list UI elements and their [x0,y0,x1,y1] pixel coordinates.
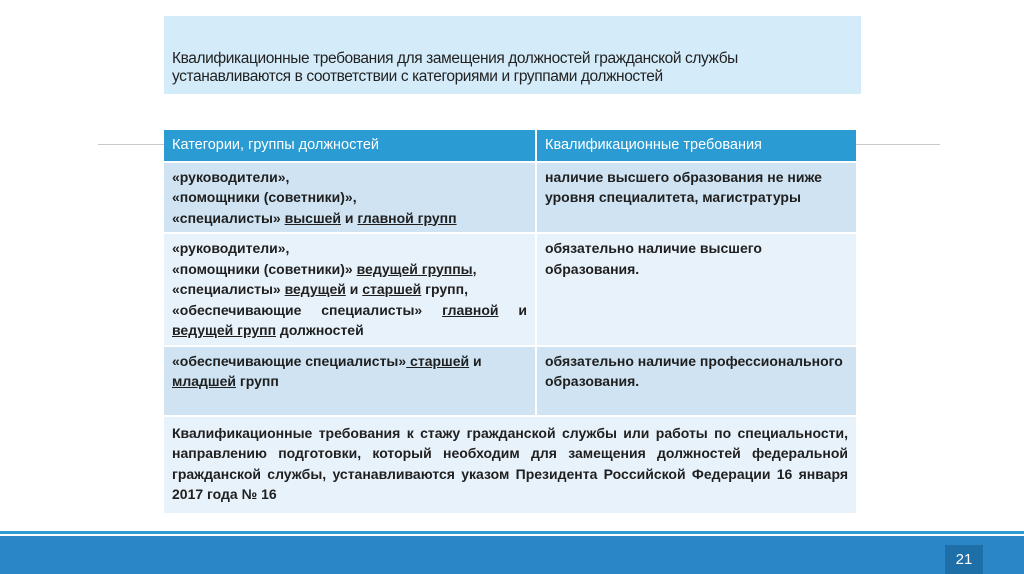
row1-categories [164,162,536,234]
slide-title-box [164,16,861,94]
underlined-text: высшей [284,209,342,226]
footer-accent-line [0,531,1024,534]
table-row [164,162,856,234]
table-row [164,416,856,513]
underlined-text: главной групп [357,209,457,226]
underlined-text: главной [442,301,499,318]
row2-cat-line-2 [172,259,527,280]
row3-cat-line-1 [172,351,527,372]
row2-cat-line-3 [172,279,527,300]
divider-right [856,144,940,145]
text-segment: «помощники (советники)» [172,260,357,277]
text-segment: и [341,209,358,226]
text-segment: и [498,301,527,318]
underlined-text: ведущей групп [172,322,277,338]
row3-cat-line-2 [172,371,527,392]
row2-requirement: обязательно наличие высшего образования. [536,233,856,346]
underlined-text: старшей [406,352,470,369]
text-segment: и [345,281,363,297]
underlined-text: ведущей [284,281,346,297]
footer-bar [0,536,1024,574]
row2-cat-line-4 [172,300,527,321]
underlined-text: старшей [362,281,422,297]
text-segment: «специалисты» [172,209,285,226]
text-segment: групп [235,373,279,389]
text-segment: , [472,260,477,277]
row3-categories [164,346,536,416]
underlined-text: ведущей группы [356,260,473,277]
experience-note: Квалификационные требования к стажу гражданской службы или работы по специальности, направлению подготовки, который необходим для замещения должностей федеральной гражданской службы, устанавливаются указом Президента Российской Федерации 16 января 2017 года № 16 [164,416,856,513]
header-requirements: Квалификационные требования [536,130,856,162]
row2-categories [164,233,536,346]
row1-requirement: наличие высшего образования не ниже уровня специалитета, магистратуры [536,162,856,234]
row2-cat-line-5 [172,320,527,341]
row1-cat-line-1: «руководители», [172,168,290,185]
text-segment: и [469,352,482,369]
table-header-row [164,130,856,162]
text-segment: «обеспечивающие специалисты» [172,301,443,318]
row1-cat-line-2: «помощники (советники)», [172,189,357,205]
slide-title-line-2: устанавливаются в соответствии с категориями и группами должностей [172,68,663,85]
page-number: 21 [945,545,983,574]
text-segment: должностей [276,322,364,338]
requirements-table [164,130,856,513]
text-segment: групп, [421,281,468,297]
row3-requirement: обязательно наличие профессионального образования. [536,346,856,416]
slide-title-line-1: Квалификационные требования для замещения должностей гражданской службы [172,50,738,67]
text-segment: «обеспечивающие специалисты» [172,352,407,369]
text-segment: «специалисты» [172,281,285,297]
header-categories: Категории, группы должностей [164,130,536,162]
slide-title [172,50,853,86]
underlined-text: младшей [172,373,236,389]
row2-cat-line-1: «руководители», [172,240,290,256]
table-row [164,233,856,346]
divider-left [98,144,164,145]
row1-cat-line-3 [172,208,527,229]
table-row [164,346,856,416]
